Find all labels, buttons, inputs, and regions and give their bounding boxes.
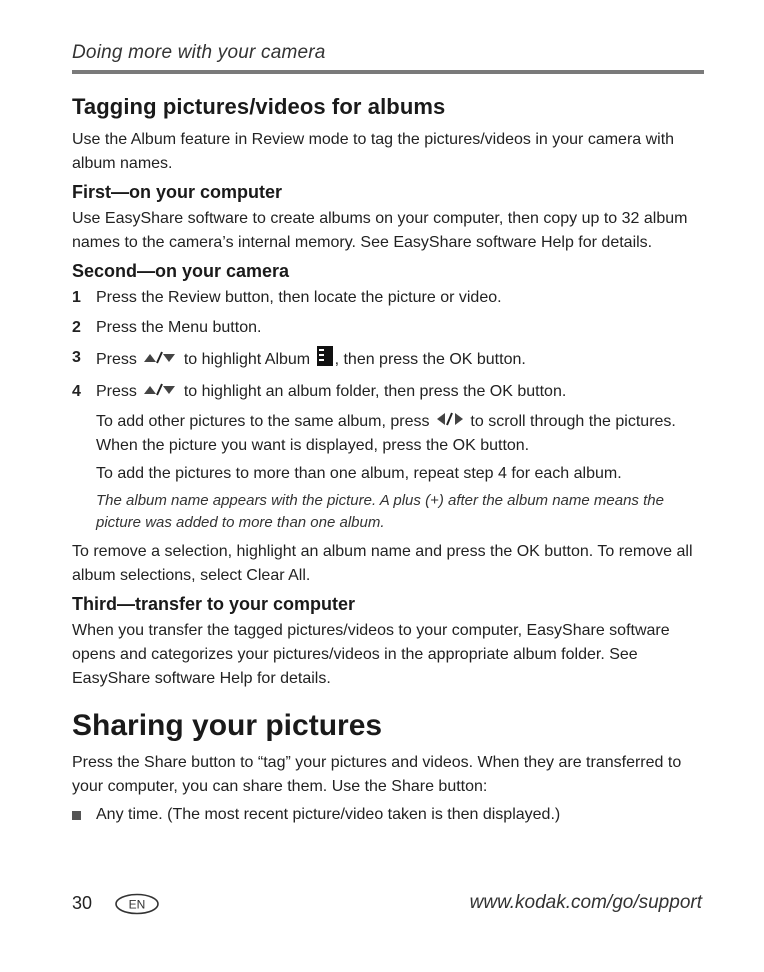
support-url: www.kodak.com/go/support	[469, 892, 702, 913]
subsection-title-second: Second—on your camera	[72, 261, 290, 281]
step-1	[72, 286, 704, 310]
en-badge-icon	[114, 893, 160, 915]
step-text: Press the Review button, then locate the picture or video.	[96, 289, 502, 306]
step-number: 2	[72, 319, 81, 336]
page-content	[72, 94, 704, 827]
subsection-title-third: Third—transfer to your computer	[72, 594, 356, 615]
page-number: 30	[72, 893, 93, 913]
bullet-square-icon	[72, 811, 81, 820]
sub-text-b: to scroll through the pictures. When the picture you want is displayed, press the OK button.	[96, 413, 676, 455]
step-2	[72, 316, 704, 340]
step-text: Press the Menu button.	[96, 319, 262, 336]
step-4	[72, 380, 704, 404]
step-3	[72, 346, 704, 374]
remove-selection-text: To remove a selection, highlight an album name and press the OK button. To remove all album selections, select Clear All.	[72, 543, 693, 585]
sub-text-a: To add other pictures to the same album, press	[96, 413, 430, 431]
step-text-b: to highlight Album	[183, 351, 311, 369]
running-header: Doing more with your camera	[72, 42, 326, 63]
sub-instruction-multiple-albums: To add the pictures to more than one album, repeat step 4 for each album.	[96, 465, 622, 483]
lang-badge-text: EN	[128, 897, 146, 912]
up-down-arrows-icon	[143, 380, 177, 404]
section-title-sharing: Sharing your pictures	[72, 709, 383, 743]
bullet-text: Any time. (The most recent picture/video taken is then displayed.)	[96, 806, 561, 824]
step-number: 1	[72, 289, 81, 306]
section-title-tagging: Tagging pictures/videos for albums	[72, 94, 446, 119]
first-body: Use EasyShare software to create albums on your computer, then copy up to 32 album names to the camera’s internal memory. See EasyShare software Help for details.	[72, 210, 688, 251]
left-right-arrows-icon	[436, 410, 464, 434]
step-text-b: to highlight an album folder, then press the OK button.	[183, 383, 567, 401]
sub-instruction-add-pictures	[72, 410, 704, 458]
tagging-intro: Use the Album feature in Review mode to tag the pictures/videos in your camera with album names.	[72, 131, 675, 172]
step-text-c: , then press the OK button.	[334, 351, 526, 369]
sharing-intro: Press the Share button to “tag” your pictures and videos. When they are transferred to your computer, you can share them. Use the Share button:	[72, 754, 682, 796]
album-icon	[317, 346, 333, 374]
album-note: The album name appears with the picture. A plus (+) after the album name means the picture was added to more than one album.	[96, 492, 664, 532]
up-down-arrows-icon	[143, 348, 177, 372]
step-number: 3	[72, 349, 81, 366]
language-badge	[114, 893, 160, 915]
header-rule	[72, 70, 704, 74]
subsection-title-first: First—on your computer	[72, 182, 283, 202]
step-text-a: Press	[96, 383, 137, 401]
list-item	[72, 803, 704, 827]
step-text-a: Press	[96, 351, 137, 369]
step-number: 4	[72, 383, 81, 400]
third-body: When you transfer the tagged pictures/videos to your computer, EasyShare software opens and categorizes your pictures/videos in the appropriate album folder. See EasyShare software Help for details.	[72, 622, 670, 688]
